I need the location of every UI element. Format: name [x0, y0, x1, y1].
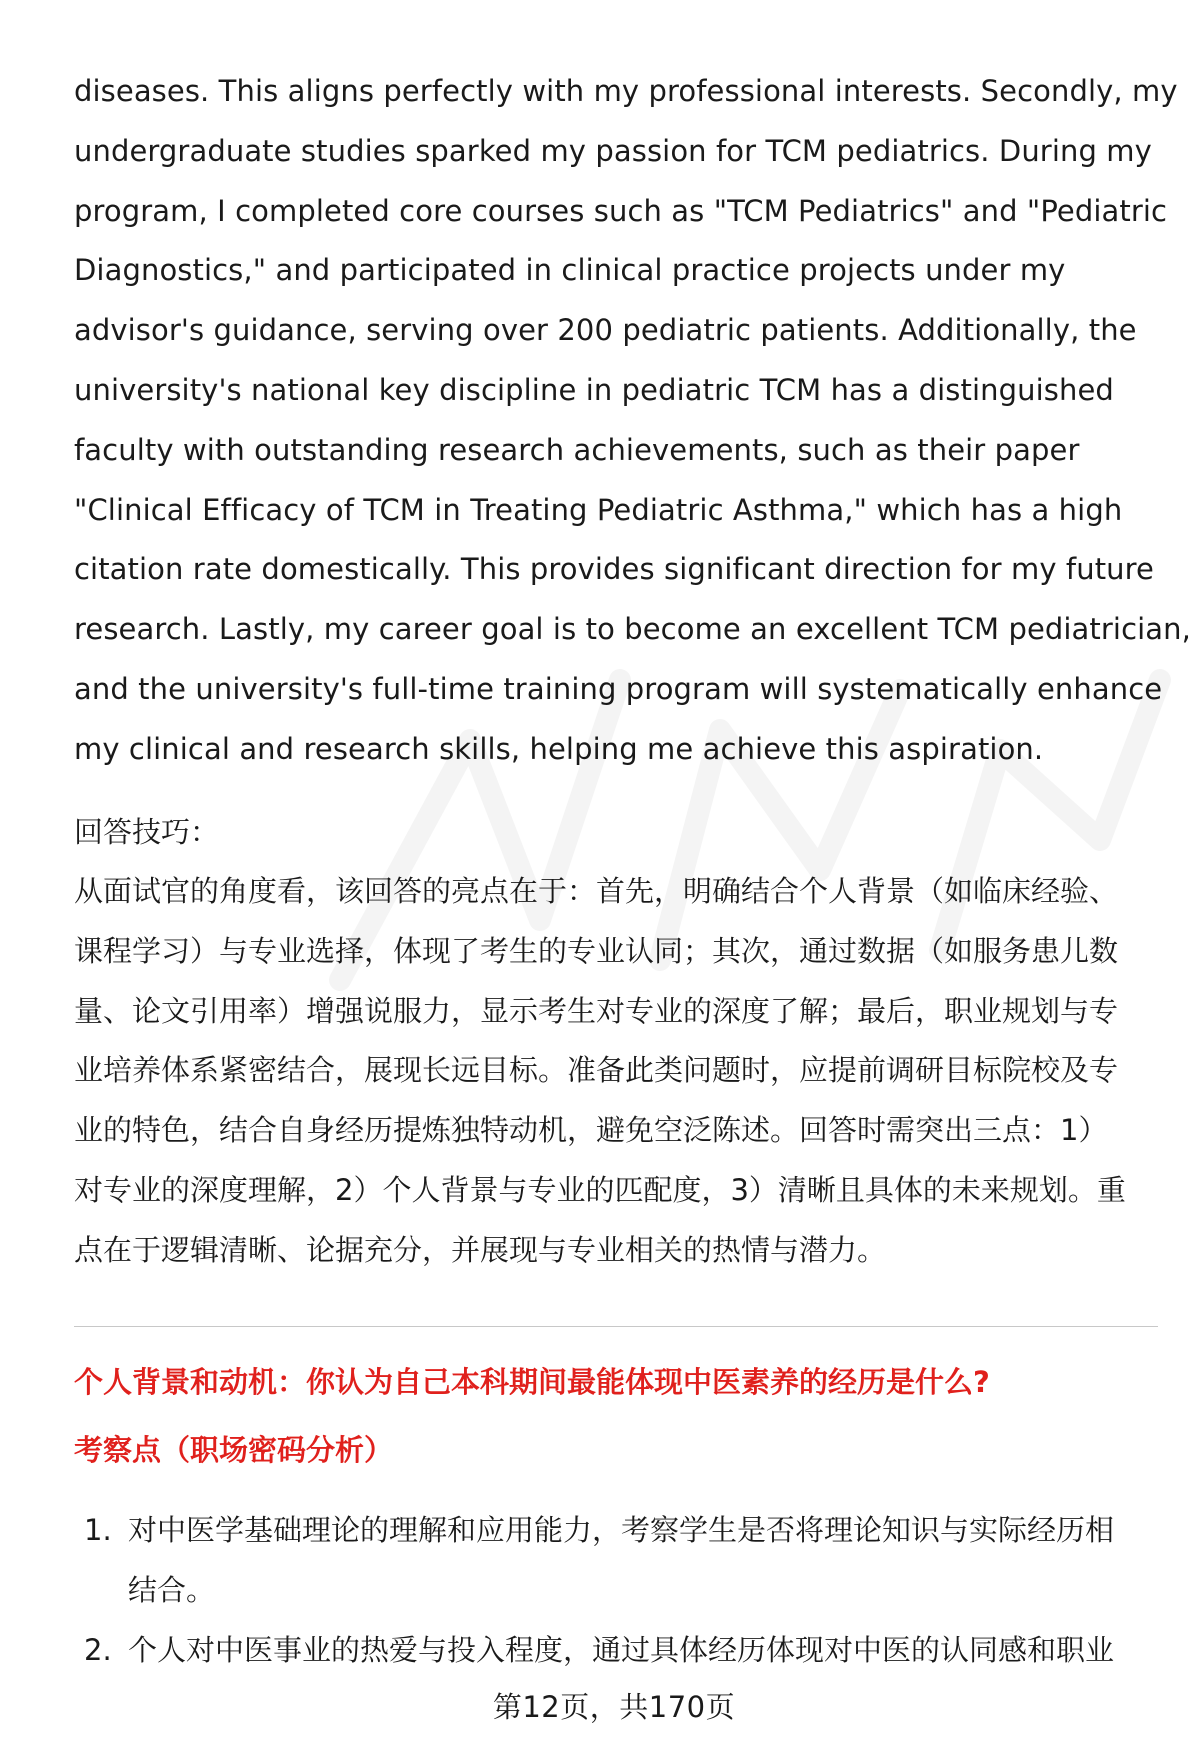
list-item [74, 1620, 1158, 1680]
paragraph-line: program, I completed core courses such as "TCM Pediatrics" and "Pediatric [74, 193, 1168, 228]
list-item-line: 个人对中医事业的热爱与投入程度，通过具体经历体现对中医的认同感和职业 [128, 1633, 1115, 1667]
tips-line: 从面试官的角度看，该回答的亮点在于：首先，明确结合个人背景（如临床经验、 [74, 874, 1119, 908]
list-item-line: 对中医学基础理论的理解和应用能力，考察学生是否将理论知识与实际经历相 [128, 1513, 1115, 1547]
tips-paragraph [74, 862, 1154, 1281]
tips-line: 课程学习）与专业选择，体现了考生的专业认同；其次，通过数据（如服务患儿数 [74, 933, 1119, 968]
section-divider [74, 1326, 1158, 1327]
document-page [74, 0, 1191, 1755]
tips-line: 业培养体系紧密结合，展现长远目标。准备此类问题时，应提前调研目标院校及专 [74, 1053, 1119, 1088]
paragraph-line: "Clinical Efficacy of TCM in Treating Pediatric Asthma," which has a high [74, 492, 1123, 527]
page-number-footer: 第12页，共170页 [492, 1690, 736, 1724]
paragraph-line: diseases. This aligns perfectly with my professional interests. Secondly, my [74, 74, 1178, 108]
tips-heading: 回答技巧： [74, 815, 220, 849]
paragraph-line: my clinical and research skills, helping me achieve this aspiration. [74, 731, 1044, 766]
english-answer-paragraph [74, 62, 1191, 780]
list-item [74, 1500, 1158, 1620]
paragraph-line: citation rate domestically. This provides significant direction for my future [74, 552, 1154, 587]
paragraph-line: advisor's guidance, serving over 200 pediatric patients. Additionally, the [74, 313, 1137, 348]
tips-line: 业的特色，结合自身经历提炼独特动机，避免空泛陈述。回答时需突出三点：1） [74, 1113, 1108, 1148]
tips-line: 点在于逻辑清晰、论据充分，并展现与专业相关的热情与潜力。 [74, 1232, 887, 1267]
tips-line: 量、论文引用率）增强说服力，显示考生对专业的深度了解；最后，职业规划与专 [74, 993, 1119, 1028]
paragraph-line: undergraduate studies sparked my passion for TCM pediatrics. During my [74, 133, 1152, 168]
list-item-number: 1. [84, 1513, 112, 1547]
paragraph-line: university's national key discipline in pediatric TCM has a distinguished [74, 372, 1114, 407]
tips-line: 对专业的深度理解，2）个人背景与专业的匹配度，3）清晰且具体的未来规划。重 [74, 1172, 1126, 1207]
section-subheading: 考察点（职场密码分析） [74, 1433, 394, 1467]
list-item-number: 2. [84, 1633, 112, 1667]
section-question-heading: 个人背景和动机：你认为自己本科期间最能体现中医素养的经历是什么? [74, 1365, 990, 1399]
list-item-line: 结合。 [128, 1573, 216, 1607]
paragraph-line: and the university's full-time training program will systematically enhance [74, 671, 1163, 706]
paragraph-line: faculty with outstanding research achievements, such as their paper [74, 432, 1080, 467]
paragraph-line: research. Lastly, my career goal is to become an excellent TCM pediatrician, [74, 612, 1191, 647]
paragraph-line: Diagnostics," and participated in clinical practice projects under my [74, 253, 1066, 288]
assessment-points-list [74, 1500, 1158, 1680]
